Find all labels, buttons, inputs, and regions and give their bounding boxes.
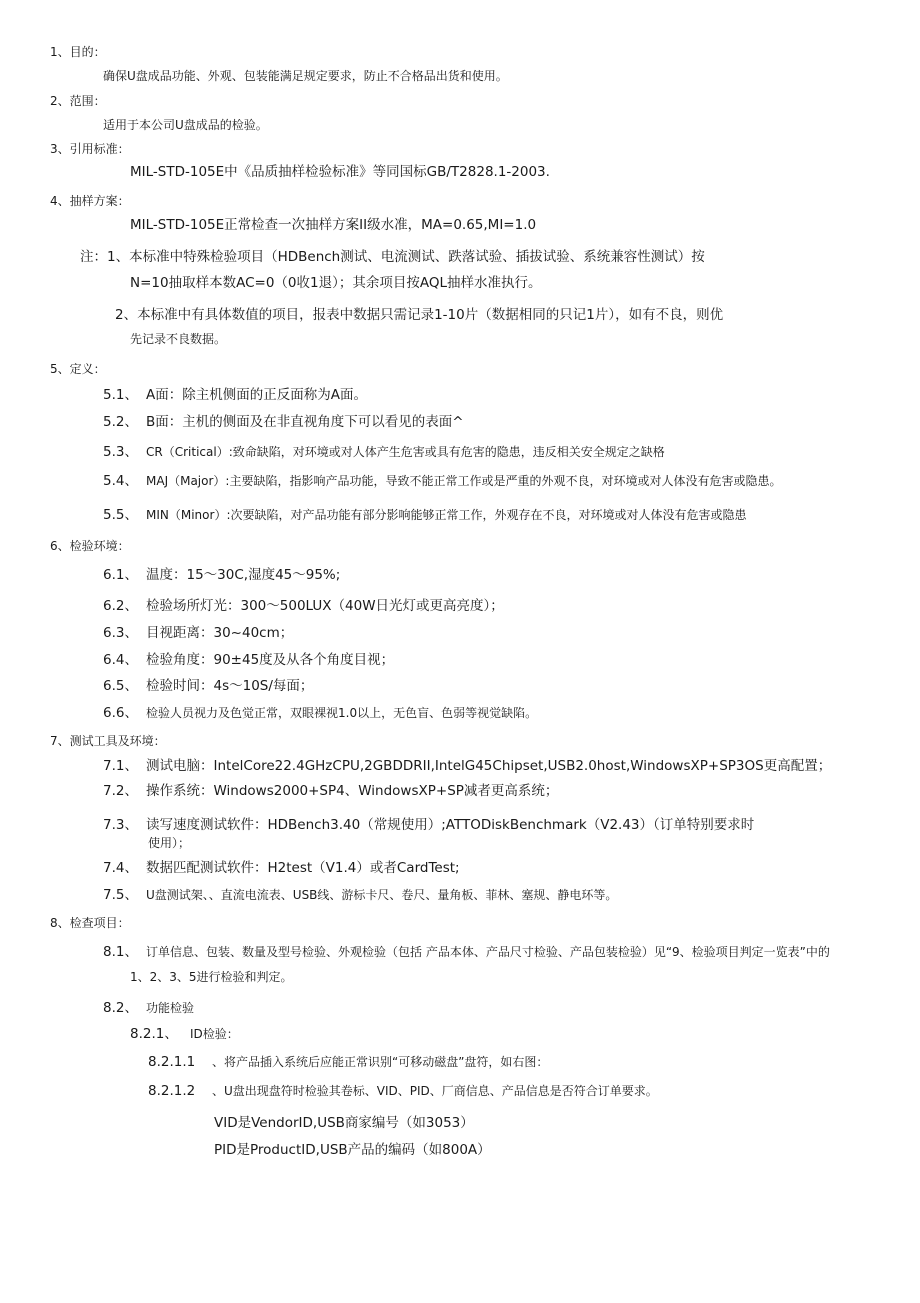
definition-item (103, 444, 665, 460)
vid-description: VID是VendorID,USB商家编号（如3053） (214, 1115, 474, 1131)
pid-description: PID是ProductID,USB产品的编码（如800A） (214, 1142, 491, 1158)
item-number: 7.1、 (103, 758, 138, 774)
item-text: 操作系统：Windows2000+SP4、WindowsXP+SP减者更高系统； (146, 783, 559, 799)
item-text: 检验时间：4s〜10S/每面； (146, 678, 314, 694)
check-item-8-2-1 (130, 1026, 239, 1042)
item-number: 6.1、 (103, 567, 138, 583)
item-text: 订单信息、包装、数量及型号检验、外观检验（包括 产品本体、产品尺寸检验、产品包装检验）见“9、检验项目判定一览表”中的 (146, 945, 830, 959)
check-item-8-2-1-1 (148, 1054, 548, 1070)
section-4-note-2: 2、本标准中有具体数值的项目，报表中数据只需记录1-10片（数据相同的只记1片），如有不良，则优 (115, 307, 724, 323)
item-number: 7.5、 (103, 887, 138, 903)
section-7-title: 7、测试工具及环境： (50, 734, 166, 748)
item-number: 6.6、 (103, 705, 138, 721)
section-3-title: 3、引用标准： (50, 142, 130, 156)
environment-item (103, 652, 394, 668)
item-number: 8.2.1.1 (148, 1054, 196, 1070)
environment-item (103, 598, 504, 614)
item-number: 8.2.1.2 (148, 1083, 196, 1099)
item-text: 检验场所灯光：300〜500LUX（40W日光灯或更高亮度）； (146, 598, 504, 614)
section-4-note-1: 注：1、本标准中特殊检验项目（HDBench测试、电流测试、跌落试验、插拔试验、系统兼容性测试）按 (80, 249, 705, 265)
section-5-title: 5、定义： (50, 362, 106, 376)
item-number: 5.5、 (103, 507, 138, 523)
check-item-8-2-1-2 (148, 1083, 658, 1099)
item-number: 5.1、 (103, 387, 138, 403)
section-3-body: MIL-STD-105E中《品质抽样检验标准》等同国标GB/T2828.1-2003. (130, 164, 550, 180)
item-text: 功能检验 (146, 1001, 195, 1015)
item-text: 温度：15〜30C,湿度45〜95%; (146, 567, 341, 583)
item-text: 、将产品插入系统后应能正常识别“可移动磁盘”盘符，如右图： (212, 1055, 549, 1069)
environment-item (103, 705, 537, 721)
item-text: 测试电脑：IntelCore22.4GHzCPU,2GBDDRII,IntelG45Chipset,USB2.0host,WindowsXP+SP3OS更高配置； (146, 758, 832, 774)
item-text: 目视距离：30~40cm； (146, 625, 294, 641)
section-2-title: 2、范围： (50, 94, 106, 108)
section-4-title: 4、抽样方案： (50, 194, 130, 208)
section-8-title: 8、检查项目： (50, 916, 130, 930)
section-6-title: 6、检验环境： (50, 539, 130, 553)
section-4-note-1-cont: N=10抽取样本数AC=0（0收1退）；其余项目按AQL抽样水准执行。 (130, 275, 542, 291)
item-number: 5.4、 (103, 473, 138, 489)
item-text: 、U盘出现盘符时检验其卷标、VID、PID、厂商信息、产品信息是否符合订单要求。 (212, 1084, 658, 1098)
environment-item (103, 567, 340, 583)
tool-item (103, 860, 460, 876)
item-number: 6.4、 (103, 652, 138, 668)
item-number: 6.3、 (103, 625, 138, 641)
item-text: 检验人员视力及色觉正常，双眼裸视1.0以上，无色盲、色弱等视觉缺陷。 (146, 706, 538, 720)
tool-item (103, 817, 754, 833)
item-text: U盘测试架、、直流电流表、USB线、游标卡尺、卷尺、量角板、菲林、塞规、静电环等。 (146, 888, 618, 902)
item-number: 8.2、 (103, 1000, 138, 1016)
item-text: 读写速度测试软件：HDBench3.40（常规使用）;ATTODiskBenchmark（V2.43）（订单特别要求时 (146, 817, 755, 833)
definition-item (103, 387, 367, 403)
item-text: MAJ（Major）:主要缺陷，指影响产品功能，导致不能正常工作或是严重的外观不良，对环境或对人体没有危害或隐患。 (146, 474, 782, 488)
item-number: 8.2.1、 (130, 1026, 178, 1042)
item-number: 6.5、 (103, 678, 138, 694)
definition-item (103, 414, 464, 430)
definition-item (103, 473, 781, 489)
tool-item (103, 887, 617, 903)
item-number: 7.3、 (103, 817, 138, 833)
item-number: 5.2、 (103, 414, 138, 430)
section-1-title: 1、目的： (50, 45, 106, 59)
tool-item (103, 758, 831, 774)
item-number: 5.3、 (103, 444, 138, 460)
item-text: CR（Critical）:致命缺陷，对环境或对人体产生危害或具有危害的隐患，违反相关安全规定之缺格 (146, 445, 665, 459)
environment-item (103, 625, 293, 641)
tool-item (103, 783, 558, 799)
item-number: 7.4、 (103, 860, 138, 876)
item-number: 6.2、 (103, 598, 138, 614)
check-item-8-2 (103, 1000, 194, 1016)
section-4-note-2-cont: 先记录不良数据。 (130, 332, 227, 346)
item-text: 数据匹配测试软件：H2test（V1.4）或者CardTest; (146, 860, 460, 876)
section-1-body: 确保U盘成品功能、外观、包装能满足规定要求，防止不合格品出货和使用。 (103, 69, 508, 83)
environment-item (103, 678, 313, 694)
definition-item (103, 507, 747, 523)
item-number: 8.1、 (103, 944, 138, 960)
item-number: 7.2、 (103, 783, 138, 799)
tool-item-cont: 使用）； (148, 836, 191, 850)
section-4-body: MIL-STD-105E正常检查一次抽样方案II级水准，MA=0.65,MI=1.0 (130, 217, 537, 233)
item-text: 检验角度：90±45度及从各个角度目视； (146, 652, 395, 668)
item-text: B面：主机的侧面及在非直视角度下可以看见的表面^ (146, 414, 464, 430)
check-item-8-1 (103, 944, 830, 960)
check-item-8-1-cont: 1、2、3、5进行检验和判定。 (130, 970, 293, 984)
item-text: A面：除主机侧面的正反面称为A面。 (146, 387, 367, 403)
item-text: MIN（Minor）:次要缺陷，对产品功能有部分影响能够正常工作，外观存在不良，对环境或对人体没有危害或隐患 (146, 508, 747, 522)
item-text: ID检验： (190, 1027, 239, 1041)
section-2-body: 适用于本公司U盘成品的检验。 (103, 118, 268, 132)
